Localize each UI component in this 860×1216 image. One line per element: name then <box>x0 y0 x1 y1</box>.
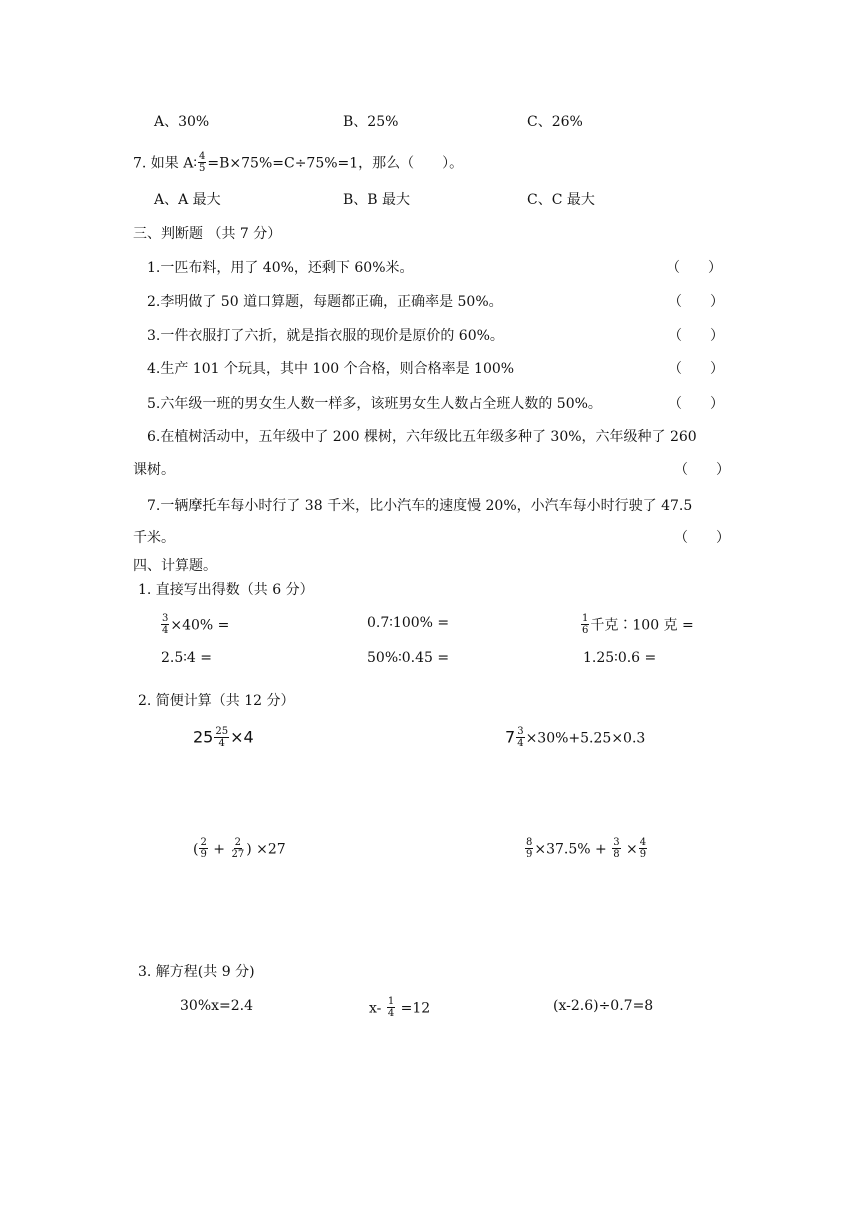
equation-3: (x-2.6)÷0.7=8 <box>553 998 654 1014</box>
q7-option-a: A、A 最大 <box>154 192 221 208</box>
q7-fraction: $\frac{4}{5}$ <box>199 151 206 174</box>
equation-1: 30%x=2.4 <box>180 998 254 1014</box>
direct-calc-r2c1: 2.5∶4 = <box>161 650 212 666</box>
answer-paren[interactable]: （ ） <box>674 462 730 478</box>
direct-calc-r1c1: $\frac{3}{4}$ ×40% = <box>162 613 230 636</box>
q6-option-a: A、30% <box>154 114 210 130</box>
q7-question <box>133 152 463 175</box>
answer-paren[interactable]: （ ） <box>668 361 724 377</box>
q7-lead: 7. 如果 A∶ <box>133 155 198 172</box>
judge-item-6-cont: 课树。 <box>133 462 175 478</box>
direct-calc-r2c2: 50%∶0.45 = <box>367 650 450 666</box>
simple-calc-e2: 7 $\frac{3}{4}$ ×30%+5.25×0.3 <box>505 726 646 749</box>
answer-paren[interactable]: （ ） <box>666 260 722 276</box>
answer-paren[interactable]: （ ） <box>668 328 724 344</box>
judge-item-1: 1.一匹布料，用了 40%，还剩下 60%米。 <box>147 260 414 276</box>
judge-item-7-cont: 千米。 <box>133 530 175 546</box>
simple-calc-title: 2. 简便计算（共 12 分） <box>138 693 295 709</box>
direct-calc-title: 1. 直接写出得数（共 6 分） <box>138 582 314 598</box>
judge-item-5: 5.六年级一班的男女生人数一样多，该班男女生人数占全班人数的 50%。 <box>147 396 602 412</box>
simple-calc-e1: 25 $\frac{25}{4}$ ×4 <box>193 726 254 749</box>
judge-item-6: 6.在植树活动中，五年级中了 200 棵树，六年级比五年级多种了 30%，六年级种了 260 <box>147 429 697 445</box>
q6-option-b: B、25% <box>343 114 399 130</box>
equation-title: 3. 解方程(共 9 分) <box>138 964 255 980</box>
direct-calc-r2c3: 1.25∶0.6 = <box>583 650 657 666</box>
equation-2: x- $\frac{1}{4}$ =12 <box>369 996 431 1019</box>
answer-paren[interactable]: （ ） <box>674 530 730 546</box>
answer-paren[interactable]: （ ） <box>668 396 724 412</box>
simple-calc-e4: $\frac{8}{9}$ ×37.5% + $\frac{3}{8}$ × $\frac{4}{9}$ <box>526 837 647 860</box>
judge-item-3: 3.一件衣服打了六折，就是指衣服的现价是原价的 60%。 <box>147 328 504 344</box>
calc-section-title: 四、计算题。 <box>133 558 217 574</box>
answer-paren[interactable]: （ ） <box>668 294 724 310</box>
q7-option-b: B、B 最大 <box>343 192 411 208</box>
q6-option-c: C、26% <box>527 114 583 130</box>
judge-item-2: 2.李明做了 50 道口算题，每题都正确，正确率是 50%。 <box>147 294 503 310</box>
direct-calc-r1c2: 0.7∶100% = <box>367 615 450 631</box>
direct-calc-r1c3: $\frac{1}{6}$ 千克∶100 克 = <box>582 613 694 636</box>
q7-option-c: C、C 最大 <box>527 192 595 208</box>
simple-calc-e3: ( $\frac{2}{9}$ + $\frac{2}{27}$ ) ×27 <box>193 837 286 860</box>
judge-item-4: 4.生产 101 个玩具，其中 100 个合格，则合格率是 100% <box>147 361 515 377</box>
judge-item-7: 7.一辆摩托车每小时行了 38 千米，比小汽车的速度慢 20%，小汽车每小时行驶了 47.5 <box>147 498 693 514</box>
judge-section-title: 三、判断题 （共 7 分） <box>133 226 282 242</box>
q7-tail: =B×75%=C÷75%=1，那么（ ）。 <box>207 155 464 172</box>
